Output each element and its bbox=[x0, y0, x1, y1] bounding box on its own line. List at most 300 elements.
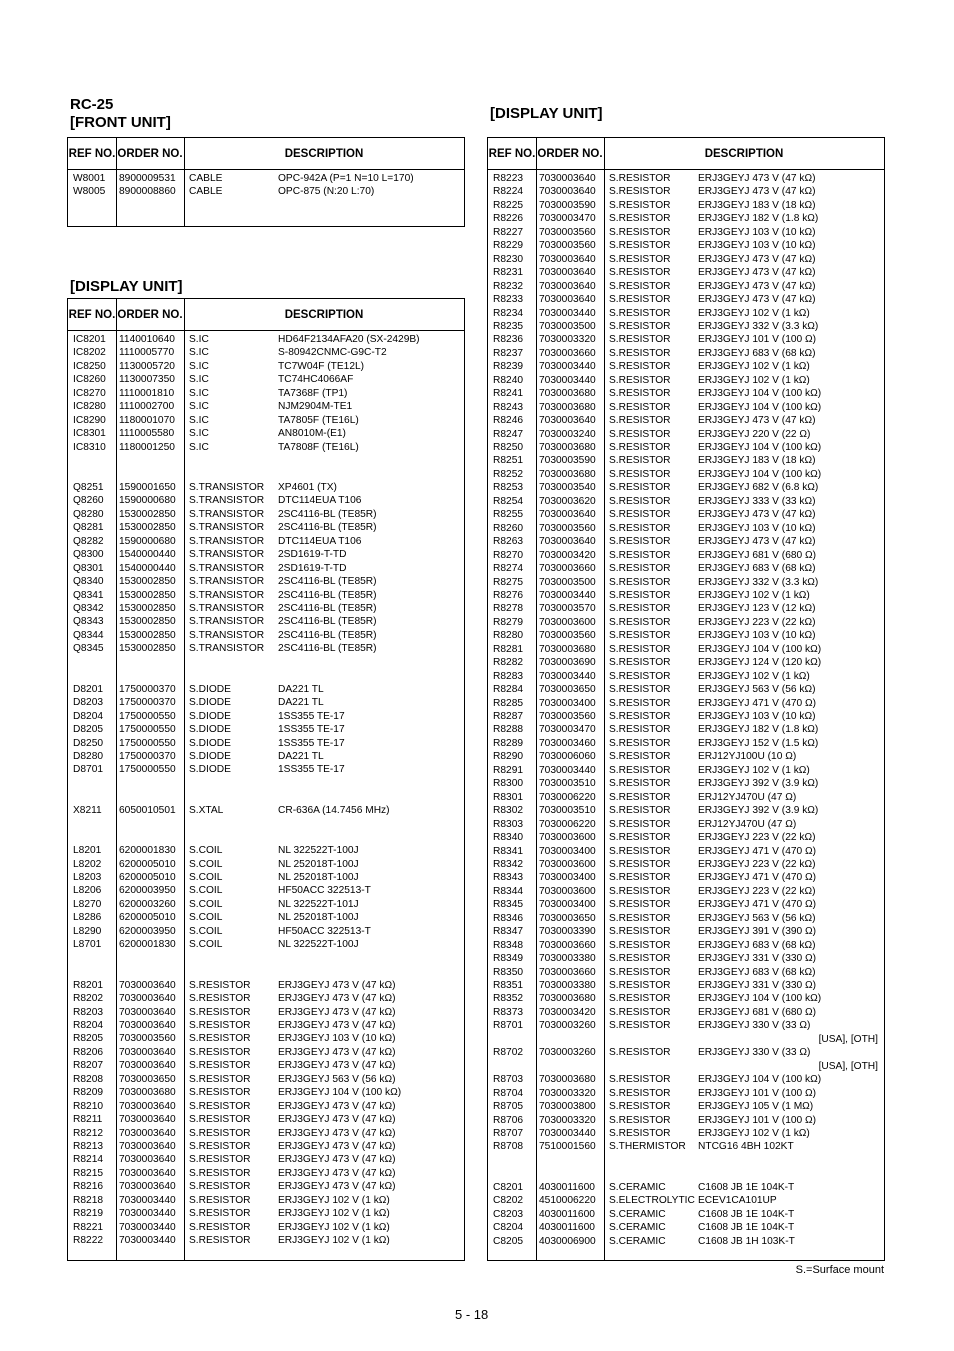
description-cell: C1608 JB 1E 104K-T bbox=[698, 1181, 795, 1193]
description-cell: ERJ3GEYJ 563 V (56 kΩ) bbox=[698, 912, 816, 924]
description-cell: ERJ3GEYJ 102 V (1 kΩ) bbox=[698, 361, 810, 373]
table-row bbox=[488, 1019, 884, 1032]
ref-no-cell: R8253 bbox=[493, 482, 524, 494]
order-no-cell: 7030003600 bbox=[539, 616, 596, 628]
description-cell: ERJ3GEYJ 392 V (3.9 kΩ) bbox=[698, 805, 819, 817]
description-cell: ERJ3GEYJ 104 V (100 kΩ) bbox=[278, 1087, 402, 1099]
table-row bbox=[488, 602, 884, 615]
order-no-cell: 7030003440 bbox=[119, 1194, 176, 1206]
part-type-cell: S.RESISTOR bbox=[609, 267, 671, 279]
description-cell: ERJ3GEYJ 103 V (10 kΩ) bbox=[698, 226, 816, 238]
ref-no-cell: R8241 bbox=[493, 388, 524, 400]
order-no-cell: 7030003500 bbox=[539, 320, 596, 332]
table-row bbox=[68, 898, 464, 911]
table-row bbox=[68, 373, 464, 386]
ref-no-cell: L8203 bbox=[73, 872, 102, 883]
ref-no-cell: R8276 bbox=[493, 589, 524, 601]
part-type-cell: S.RESISTOR bbox=[609, 603, 671, 615]
ref-no-cell: R8231 bbox=[493, 267, 524, 279]
order-no-cell: 7030003440 bbox=[539, 1127, 596, 1139]
order-no-cell: 7030003640 bbox=[539, 280, 596, 292]
table-row bbox=[488, 535, 884, 548]
table-row bbox=[488, 643, 884, 656]
description-cell: C1608 JB 1E 104K-T bbox=[698, 1208, 795, 1220]
part-type-cell: S.RESISTOR bbox=[609, 173, 671, 184]
description-cell: ERJ3GEYJ 473 V (47 kΩ) bbox=[278, 993, 396, 1005]
ref-no-cell: R8707 bbox=[493, 1127, 524, 1139]
description-cell: ERJ3GEYJ 182 V (1.8 kΩ) bbox=[698, 724, 819, 736]
blank-row bbox=[488, 1167, 884, 1180]
table-row bbox=[68, 427, 464, 440]
order-no-cell: 7030003640 bbox=[119, 979, 176, 991]
part-type-cell: S.TRANSISTOR bbox=[189, 616, 265, 628]
part-type-cell: S.RESISTOR bbox=[609, 509, 671, 521]
order-no-cell: 7030003440 bbox=[539, 374, 596, 386]
ref-no-cell: C8201 bbox=[493, 1181, 524, 1193]
ref-no-cell: R8232 bbox=[493, 280, 524, 292]
order-no-cell: 4030011600 bbox=[539, 1208, 595, 1220]
description-cell: ERJ3GEYJ 102 V (1 kΩ) bbox=[698, 307, 810, 319]
order-no-cell: 1130007350 bbox=[119, 374, 175, 386]
ref-no-cell: L8201 bbox=[73, 845, 102, 857]
table-row bbox=[68, 1221, 464, 1234]
ref-no-cell: R8302 bbox=[493, 805, 524, 817]
ref-no-cell: R8216 bbox=[73, 1181, 104, 1193]
table-row bbox=[488, 414, 884, 427]
table-row bbox=[488, 387, 884, 400]
table-row bbox=[488, 1208, 884, 1221]
part-type-cell: S.THERMISTOR bbox=[609, 1141, 686, 1153]
order-no-cell: 7030003400 bbox=[539, 872, 596, 884]
ref-no-cell: R8289 bbox=[493, 737, 524, 749]
description-cell: ERJ3GEYJ 223 V (22 kΩ) bbox=[698, 885, 816, 897]
blank-row bbox=[68, 831, 464, 844]
part-type-cell: S.RESISTOR bbox=[609, 1087, 671, 1099]
part-type-cell: S.RESISTOR bbox=[609, 966, 671, 978]
ref-no-cell: Q8343 bbox=[73, 616, 104, 628]
description-cell: NL 322522T-101J bbox=[278, 898, 359, 910]
order-no-cell: 1110002700 bbox=[119, 401, 175, 413]
part-type-cell: S.IC bbox=[189, 374, 209, 386]
ref-no-cell: R8344 bbox=[493, 885, 524, 897]
order-no-cell: 1530002850 bbox=[119, 576, 176, 588]
order-no-cell: 7030003640 bbox=[119, 1100, 176, 1112]
description-cell: ERJ3GEYJ 473 V (47 kΩ) bbox=[278, 1060, 396, 1072]
table-row bbox=[68, 562, 464, 575]
order-no-cell: 7030003440 bbox=[119, 1235, 176, 1247]
description-cell: ERJ3GEYJ 102 V (1 kΩ) bbox=[698, 589, 810, 601]
part-type-cell: S.COIL bbox=[189, 845, 223, 857]
part-type-cell: S.RESISTOR bbox=[609, 912, 671, 924]
order-no-cell: 7030003440 bbox=[539, 764, 596, 776]
description-cell: ERJ3GEYJ 682 V (6.8 kΩ) bbox=[698, 482, 819, 494]
description-cell: ERJ3GEYJ 473 V (47 kΩ) bbox=[278, 979, 396, 991]
order-no-cell: 7030003560 bbox=[539, 630, 596, 642]
table-row bbox=[488, 428, 884, 441]
table-row bbox=[68, 723, 464, 736]
ref-no-cell: Q8282 bbox=[73, 535, 104, 547]
table-row bbox=[488, 1100, 884, 1113]
table-row bbox=[488, 966, 884, 979]
description-cell: ERJ3GEYJ 473 V (47 kΩ) bbox=[698, 415, 816, 427]
table-row bbox=[488, 939, 884, 952]
description-cell: DA221 TL bbox=[278, 697, 324, 709]
order-no-cell: 7030003320 bbox=[539, 1114, 596, 1126]
description-cell: ERJ3GEYJ 471 V (470 Ω) bbox=[698, 899, 817, 911]
description-cell: ERJ3GEYJ 330 V (33 Ω) bbox=[698, 1047, 811, 1059]
description-cell: NL 252018T-100J bbox=[278, 872, 359, 883]
part-type-cell: S.RESISTOR bbox=[609, 415, 671, 427]
description-cell: ERJ12YJ100U (10 Ω) bbox=[698, 751, 797, 763]
order-no-cell: 1590000680 bbox=[119, 495, 176, 507]
description-cell: ERJ3GEYJ 104 V (100 kΩ) bbox=[698, 1074, 822, 1086]
part-type-cell: S.RESISTOR bbox=[609, 899, 671, 911]
order-no-cell: 1530002850 bbox=[119, 508, 176, 520]
order-no-cell: 1140010640 bbox=[119, 334, 175, 345]
order-no-cell: 1750000370 bbox=[119, 683, 176, 695]
order-no-cell: 6050010501 bbox=[119, 804, 176, 816]
order-no-cell: 1750000550 bbox=[119, 724, 176, 736]
description-cell: OPC-942A (P=1 N=10 L=170) bbox=[278, 173, 414, 184]
table-row bbox=[68, 615, 464, 628]
order-no-cell: 6200003950 bbox=[119, 925, 176, 937]
description-cell: ERJ3GEYJ 683 V (68 kΩ) bbox=[698, 939, 816, 951]
description-cell: ERJ3GEYJ 103 V (10 kΩ) bbox=[698, 630, 816, 642]
description-cell: ERJ3GEYJ 563 V (56 kΩ) bbox=[278, 1073, 396, 1085]
order-no-cell: 7030003640 bbox=[119, 1127, 176, 1139]
description-cell: ERJ3GEYJ 102 V (1 kΩ) bbox=[278, 1208, 390, 1220]
table-row bbox=[68, 360, 464, 373]
table-row bbox=[68, 521, 464, 534]
description-cell: ERJ3GEYJ 331 V (330 Ω) bbox=[698, 980, 817, 991]
description-cell: ERJ3GEYJ 473 V (47 kΩ) bbox=[698, 280, 816, 292]
description-cell: ERJ3GEYJ 102 V (1 kΩ) bbox=[698, 1127, 810, 1139]
order-no-cell: 6200003260 bbox=[119, 898, 176, 910]
order-no-cell: 7030003660 bbox=[539, 939, 596, 951]
order-no-cell: 7030006060 bbox=[539, 751, 596, 763]
ref-no-cell: C8205 bbox=[493, 1235, 524, 1247]
description-cell: TA7368F (TP1) bbox=[278, 387, 348, 399]
ref-no-cell: R8225 bbox=[493, 199, 524, 211]
description-cell: ERJ3GEYJ 473 V (47 kΩ) bbox=[698, 173, 816, 184]
part-type-cell: S.RESISTOR bbox=[609, 926, 671, 938]
description-cell: ERJ3GEYJ 104 V (100 kΩ) bbox=[698, 401, 822, 413]
table-row bbox=[488, 912, 884, 925]
description-cell: ERJ3GEYJ 473 V (47 kΩ) bbox=[278, 1006, 396, 1018]
part-type-cell: S.DIODE bbox=[189, 683, 231, 695]
order-no-cell: 7030003510 bbox=[539, 778, 596, 790]
blank-row bbox=[68, 965, 464, 978]
part-type-cell: S.TRANSISTOR bbox=[189, 481, 265, 493]
header-ref-no: REF NO. bbox=[68, 308, 116, 321]
description-cell: 2SC4116-BL (TE85R) bbox=[278, 508, 377, 520]
order-no-cell: 7030003640 bbox=[539, 294, 596, 306]
description-cell: ERJ3GEYJ 123 V (12 kΩ) bbox=[698, 603, 816, 615]
table-row bbox=[488, 374, 884, 387]
order-no-cell: 7030003640 bbox=[539, 253, 596, 265]
table-row bbox=[68, 1059, 464, 1072]
part-type-cell: S.DIODE bbox=[189, 710, 231, 722]
ref-no-cell: R8233 bbox=[493, 294, 524, 306]
description-cell: 2SC4116-BL (TE85R) bbox=[278, 643, 377, 655]
blank-row bbox=[68, 817, 464, 830]
order-no-cell: 7030003640 bbox=[119, 1006, 176, 1018]
table-row bbox=[68, 1194, 464, 1207]
description-cell: DA221 TL bbox=[278, 683, 324, 695]
table-row bbox=[68, 1180, 464, 1193]
description-cell: ERJ3GEYJ 683 V (68 kΩ) bbox=[698, 563, 816, 575]
part-type-cell: S.DIODE bbox=[189, 737, 231, 749]
part-type-cell: S.RESISTOR bbox=[189, 1087, 251, 1099]
part-type-cell: S.RESISTOR bbox=[609, 576, 671, 588]
table-row bbox=[68, 548, 464, 561]
table-row bbox=[488, 723, 884, 736]
description-cell: ERJ3GEYJ 681 V (680 Ω) bbox=[698, 1006, 817, 1018]
table-row bbox=[68, 763, 464, 776]
part-type-cell: S.RESISTOR bbox=[609, 536, 671, 548]
order-no-cell: 7030003320 bbox=[539, 334, 596, 346]
description-cell: 1SS355 TE-17 bbox=[278, 724, 345, 736]
order-no-cell: 7030003640 bbox=[539, 267, 596, 279]
blank-row bbox=[68, 790, 464, 803]
order-no-cell: 7030003640 bbox=[539, 415, 596, 427]
part-type-cell: S.CERAMIC bbox=[609, 1235, 666, 1247]
table-row bbox=[68, 387, 464, 400]
ref-no-cell: R8222 bbox=[73, 1235, 104, 1247]
description-cell: OPC-875 (N:20 L:70) bbox=[278, 186, 375, 198]
table-row bbox=[488, 885, 884, 898]
order-no-cell: 1750000550 bbox=[119, 764, 176, 776]
description-cell: DA221 TL bbox=[278, 750, 324, 762]
part-type-cell: S.RESISTOR bbox=[609, 240, 671, 252]
table-row bbox=[488, 199, 884, 212]
ref-no-cell: R8234 bbox=[493, 307, 524, 319]
table-row bbox=[68, 1086, 464, 1099]
part-type-cell: S.RESISTOR bbox=[609, 845, 671, 857]
table-row bbox=[488, 280, 884, 293]
description-cell: ERJ3GEYJ 683 V (68 kΩ) bbox=[698, 966, 816, 978]
front-unit-title: [FRONT UNIT] bbox=[70, 114, 171, 131]
ref-no-cell: R8290 bbox=[493, 751, 524, 763]
ref-no-cell: L8270 bbox=[73, 898, 102, 910]
part-type-cell: S.RESISTOR bbox=[609, 294, 671, 306]
description-cell: ERJ3GEYJ 473 V (47 kΩ) bbox=[278, 1167, 396, 1179]
ref-no-cell: D8201 bbox=[73, 683, 104, 695]
part-type-cell: S.RESISTOR bbox=[609, 993, 671, 1005]
order-no-cell: 7030003640 bbox=[539, 173, 596, 184]
table-row bbox=[68, 911, 464, 924]
table-row bbox=[488, 1140, 884, 1153]
ref-no-cell: R8708 bbox=[493, 1141, 524, 1153]
description-cell: ERJ3GEYJ 101 V (100 Ω) bbox=[698, 1087, 817, 1099]
order-no-cell: 7030003640 bbox=[119, 1181, 176, 1193]
order-no-cell: 1130005720 bbox=[119, 360, 175, 372]
part-type-cell: S.IC bbox=[189, 347, 209, 359]
order-no-cell: 7030003640 bbox=[539, 186, 596, 198]
description-cell: 2SC4116-BL (TE85R) bbox=[278, 522, 377, 534]
ref-no-cell: R8263 bbox=[493, 536, 524, 548]
table-row bbox=[68, 494, 464, 507]
ref-no-cell: R8275 bbox=[493, 576, 524, 588]
table-row bbox=[488, 307, 884, 320]
part-type-cell: S.IC bbox=[189, 414, 209, 426]
description-cell: NL 252018T-100J bbox=[278, 912, 359, 924]
part-type-cell: S.RESISTOR bbox=[189, 1046, 251, 1058]
table-row bbox=[68, 683, 464, 696]
part-type-cell: S.RESISTOR bbox=[609, 670, 671, 682]
table-header bbox=[68, 138, 464, 170]
ref-no-cell: C8204 bbox=[493, 1222, 524, 1234]
part-type-cell: S.TRANSISTOR bbox=[189, 629, 265, 641]
table-row bbox=[488, 670, 884, 683]
table-row bbox=[68, 589, 464, 602]
part-type-cell: S.RESISTOR bbox=[609, 697, 671, 709]
order-no-cell: 7030003600 bbox=[539, 832, 596, 844]
description-cell: 2SC4116-BL (TE85R) bbox=[278, 589, 377, 601]
order-no-cell: 1530002850 bbox=[119, 616, 176, 628]
ref-no-cell: R8230 bbox=[493, 253, 524, 265]
table-row bbox=[488, 791, 884, 804]
ref-no-cell: R8703 bbox=[493, 1074, 524, 1086]
description-cell: ERJ3GEYJ 473 V (47 kΩ) bbox=[278, 1114, 396, 1126]
header-description: DESCRIPTION bbox=[704, 147, 784, 160]
order-no-cell: 1540000440 bbox=[119, 562, 176, 574]
ref-no-cell: IC8310 bbox=[73, 441, 106, 453]
header-order-no: ORDER NO. bbox=[537, 147, 603, 160]
description-cell: ERJ3GEYJ 101 V (100 Ω) bbox=[698, 334, 817, 346]
part-type-cell: S.XTAL bbox=[189, 804, 224, 816]
table-row bbox=[68, 1073, 464, 1086]
order-no-cell: 1590001650 bbox=[119, 481, 176, 493]
part-type-cell: S.IC bbox=[189, 360, 209, 372]
part-type-cell: S.RESISTOR bbox=[609, 737, 671, 749]
description-cell: ERJ3GEYJ 152 V (1.5 kΩ) bbox=[698, 737, 819, 749]
description-cell: ERJ12YJ470U (47 Ω) bbox=[698, 791, 797, 803]
description-cell: ERJ3GEYJ 473 V (47 kΩ) bbox=[278, 1154, 396, 1166]
ref-no-cell: R8280 bbox=[493, 630, 524, 642]
part-type-cell: S.RESISTOR bbox=[189, 1019, 251, 1031]
ref-no-cell: IC8260 bbox=[73, 374, 106, 386]
table-row bbox=[68, 979, 464, 992]
part-type-cell: S.RESISTOR bbox=[609, 401, 671, 413]
description-cell: 2SD1619-T-TD bbox=[278, 562, 347, 574]
description-cell: ERJ3GEYJ 104 V (100 kΩ) bbox=[698, 643, 822, 655]
table-row bbox=[488, 360, 884, 373]
ref-no-cell: R8260 bbox=[493, 522, 524, 534]
part-type-cell: S.RESISTOR bbox=[609, 563, 671, 575]
order-no-cell: 7030003400 bbox=[539, 845, 596, 857]
table-row bbox=[488, 750, 884, 763]
part-type-cell: S.COIL bbox=[189, 885, 223, 897]
table-row bbox=[488, 845, 884, 858]
ref-no-cell: R8274 bbox=[493, 563, 524, 575]
description-cell: ECEV1CA101UP bbox=[698, 1195, 777, 1207]
description-cell: ERJ3GEYJ 473 V (47 kΩ) bbox=[278, 1141, 396, 1152]
table-header bbox=[488, 138, 884, 170]
table-row bbox=[68, 508, 464, 521]
table-row bbox=[488, 226, 884, 239]
description-cell: ERJ3GEYJ 220 V (22 Ω) bbox=[698, 428, 811, 440]
table-row bbox=[488, 616, 884, 629]
table-row bbox=[68, 414, 464, 427]
header-description: DESCRIPTION bbox=[284, 147, 364, 160]
table-row bbox=[488, 710, 884, 723]
description-cell: CR-636A (14.7456 MHz) bbox=[278, 804, 390, 816]
table-row bbox=[488, 293, 884, 306]
description-cell: 1SS355 TE-17 bbox=[278, 710, 345, 722]
ref-no-cell: R8240 bbox=[493, 374, 524, 386]
order-no-cell: 7030003440 bbox=[119, 1221, 176, 1233]
table-row bbox=[488, 562, 884, 575]
order-no-cell: 7030003400 bbox=[539, 899, 596, 911]
ref-no-cell: R8208 bbox=[73, 1073, 104, 1085]
ref-no-cell: R8340 bbox=[493, 832, 524, 844]
order-no-cell: 7030003680 bbox=[539, 643, 596, 655]
order-no-cell: 7030003440 bbox=[539, 589, 596, 601]
ref-no-cell: L8701 bbox=[73, 939, 102, 951]
table-row bbox=[68, 346, 464, 359]
ref-no-cell: R8215 bbox=[73, 1167, 104, 1179]
ref-no-cell: L8290 bbox=[73, 925, 102, 937]
order-no-cell: 7030003260 bbox=[539, 1020, 596, 1032]
part-type-cell: S.RESISTOR bbox=[189, 1221, 251, 1233]
part-type-cell: S.TRANSISTOR bbox=[189, 589, 265, 601]
table-row bbox=[68, 925, 464, 938]
order-no-cell: 7030003640 bbox=[539, 509, 596, 521]
ref-no-cell: R8278 bbox=[493, 603, 524, 615]
order-no-cell: 7030003420 bbox=[539, 1006, 596, 1018]
order-no-cell: 1750000370 bbox=[119, 750, 176, 762]
part-type-cell: S.RESISTOR bbox=[609, 361, 671, 373]
part-type-cell: S.RESISTOR bbox=[609, 616, 671, 628]
order-no-cell: 7030003640 bbox=[119, 1060, 176, 1072]
description-cell: 2SC4116-BL (TE85R) bbox=[278, 576, 377, 588]
order-no-cell: 1180001070 bbox=[119, 414, 175, 426]
ref-no-cell: R8300 bbox=[493, 778, 524, 790]
ref-no-cell: R8705 bbox=[493, 1101, 524, 1113]
table-row bbox=[488, 333, 884, 346]
table-row bbox=[488, 1127, 884, 1140]
part-type-cell: S.DIODE bbox=[189, 750, 231, 762]
order-no-cell: 7030003620 bbox=[539, 495, 596, 507]
description-cell: ERJ3GEYJ 473 V (47 kΩ) bbox=[698, 509, 816, 521]
table-row bbox=[68, 481, 464, 494]
ref-no-cell: R8373 bbox=[493, 1006, 524, 1018]
order-no-cell: 7030003570 bbox=[539, 603, 596, 615]
part-type-cell: S.RESISTOR bbox=[189, 1033, 251, 1045]
part-type-cell: S.IC bbox=[189, 387, 209, 399]
ref-no-cell: IC8301 bbox=[73, 428, 106, 440]
table-row bbox=[488, 1087, 884, 1100]
order-no-cell: 7030003800 bbox=[539, 1101, 596, 1113]
part-type-cell: S.RESISTOR bbox=[609, 1101, 671, 1113]
order-no-cell: 1750000550 bbox=[119, 710, 176, 722]
order-no-cell: 7030003680 bbox=[539, 401, 596, 413]
ref-no-cell: R8214 bbox=[73, 1154, 104, 1166]
order-no-cell: 1110005770 bbox=[119, 347, 175, 359]
part-type-cell: S.RESISTOR bbox=[609, 711, 671, 722]
ref-no-cell: R8351 bbox=[493, 980, 524, 991]
order-no-cell: 7030003590 bbox=[539, 455, 596, 467]
table-row bbox=[488, 737, 884, 750]
description-cell: ERJ3GEYJ 473 V (47 kΩ) bbox=[698, 253, 816, 265]
part-type-cell: S.RESISTOR bbox=[609, 522, 671, 534]
ref-no-cell: R8291 bbox=[493, 764, 524, 776]
part-type-cell: S.RESISTOR bbox=[189, 1100, 251, 1112]
ref-no-cell: Q8345 bbox=[73, 643, 104, 655]
table-row bbox=[488, 697, 884, 710]
description-cell: ERJ3GEYJ 473 V (47 kΩ) bbox=[278, 1100, 396, 1112]
